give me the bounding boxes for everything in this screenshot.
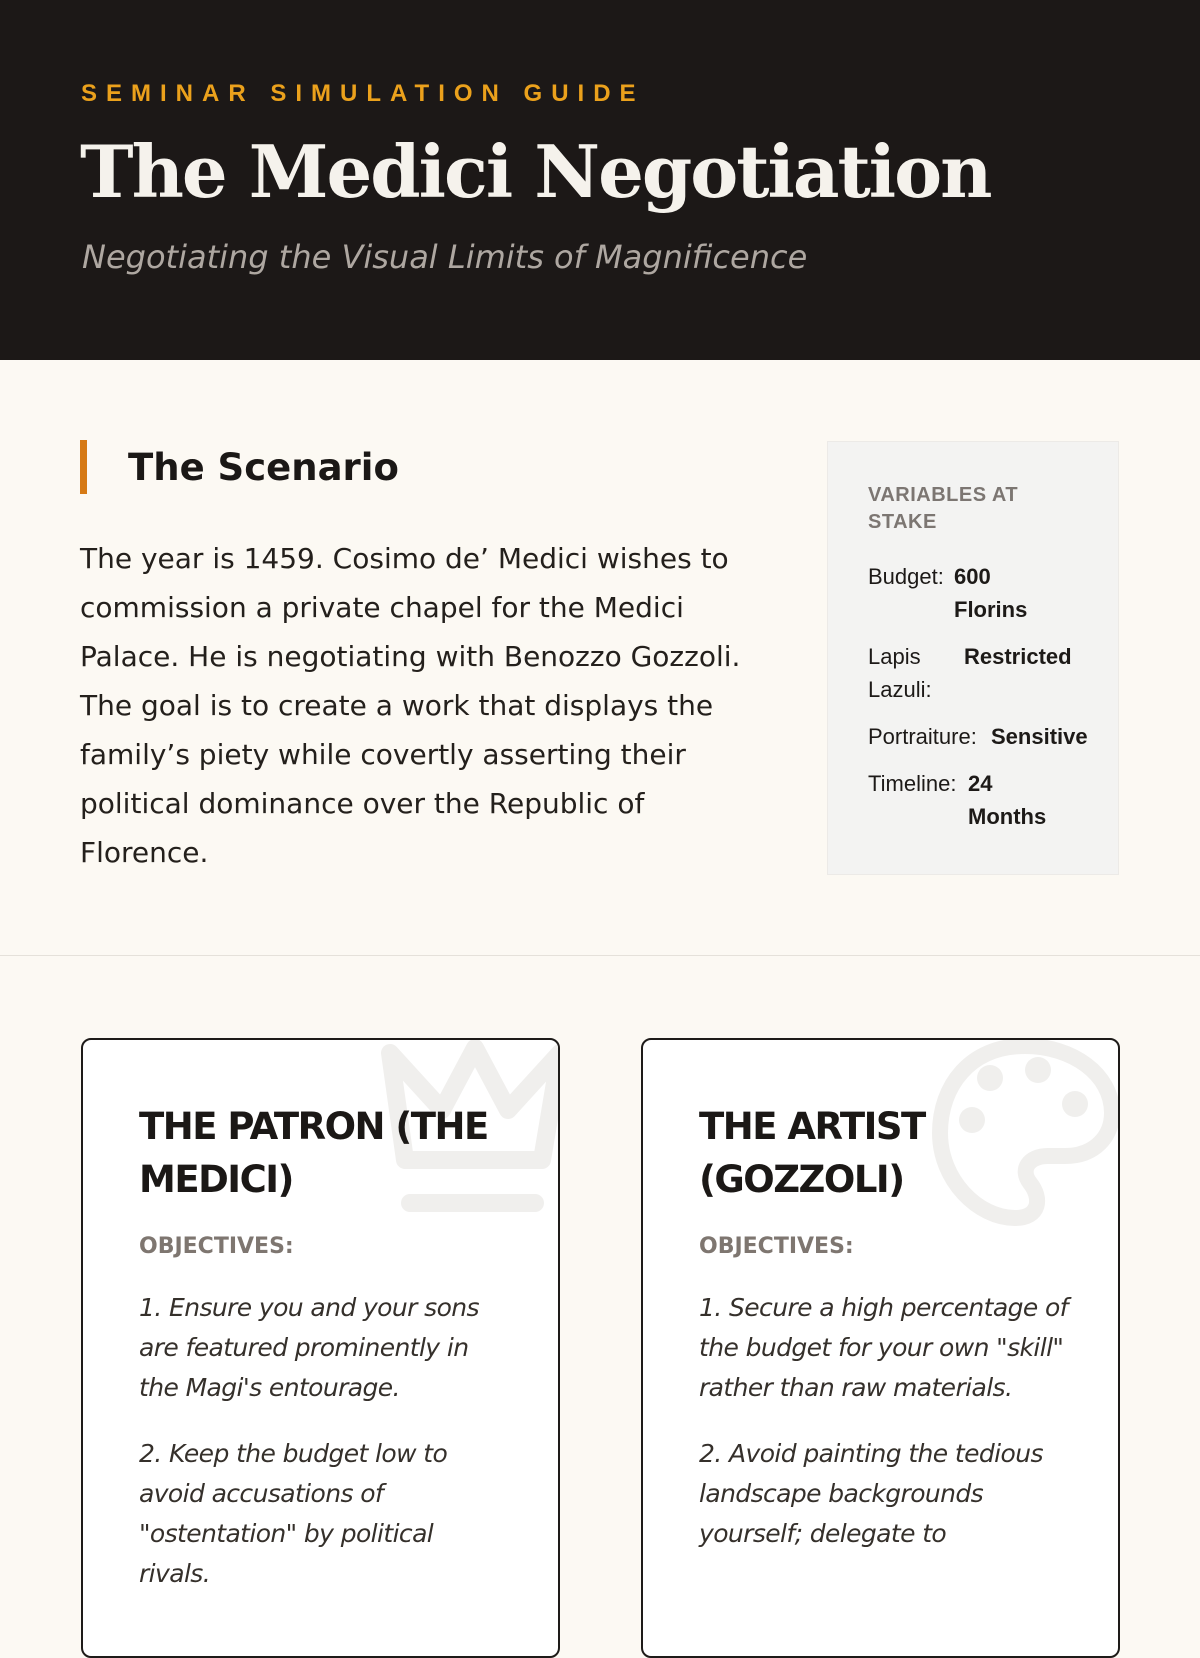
variables-title: VARIABLES AT STAKE <box>868 484 1019 533</box>
card-title: THE PATRON (THE MEDICI) <box>139 1105 488 1201</box>
page-header <box>0 0 1200 360</box>
objectives-label: OBJECTIVES: <box>699 1234 854 1259</box>
objectives-list <box>139 1288 509 1620</box>
eyebrow-label: SEMINAR SIMULATION GUIDE <box>81 80 645 107</box>
objective-item: 1. Ensure you and your sons are featured prominently in the Magi's entourage. <box>139 1293 479 1402</box>
page-subtitle: Negotiating the Visual Limits of Magnificence <box>82 238 808 276</box>
scenario-heading: The Scenario <box>128 446 399 489</box>
variable-value: Sensitive <box>991 724 1088 749</box>
variable-value: 24 Months <box>968 771 1047 829</box>
objective-item: 1. Secure a high percentage of the budget for your own "skill" rather than raw materials. <box>699 1293 1068 1402</box>
section-divider <box>0 955 1200 956</box>
variable-label: Lapis Lazuli: <box>868 644 932 702</box>
scenario-accent-bar <box>80 440 87 494</box>
objective-item: 2. Avoid painting the tedious landscape backgrounds yourself; delegate to <box>699 1439 1043 1548</box>
variables-panel <box>827 441 1119 875</box>
variable-label: Portraiture: <box>868 724 977 749</box>
variable-value: Restricted <box>964 644 1072 669</box>
objectives-label: OBJECTIVES: <box>139 1234 294 1259</box>
variable-label: Timeline: <box>868 771 957 796</box>
artist-role-card <box>641 1038 1120 1658</box>
variable-value: 600 Florins <box>954 564 1028 622</box>
scenario-text: The year is 1459. Cosimo de’ Medici wishes to commission a private chapel for the Medici Palace. He is negotiating with Benozzo Gozzoli. The goal is to create a work that displays the family’s piety while covertly asserting their political dominance over the Republic of Florence. <box>80 542 741 869</box>
patron-role-card <box>81 1038 560 1658</box>
card-title: THE ARTIST (GOZZOLI) <box>699 1105 925 1201</box>
objectives-list <box>699 1288 1069 1580</box>
variable-label: Budget: <box>868 564 944 589</box>
objective-item: 2. Keep the budget low to avoid accusations of "ostentation" by political rivals. <box>139 1439 448 1588</box>
page-title: The Medici Negotiation <box>80 129 991 214</box>
